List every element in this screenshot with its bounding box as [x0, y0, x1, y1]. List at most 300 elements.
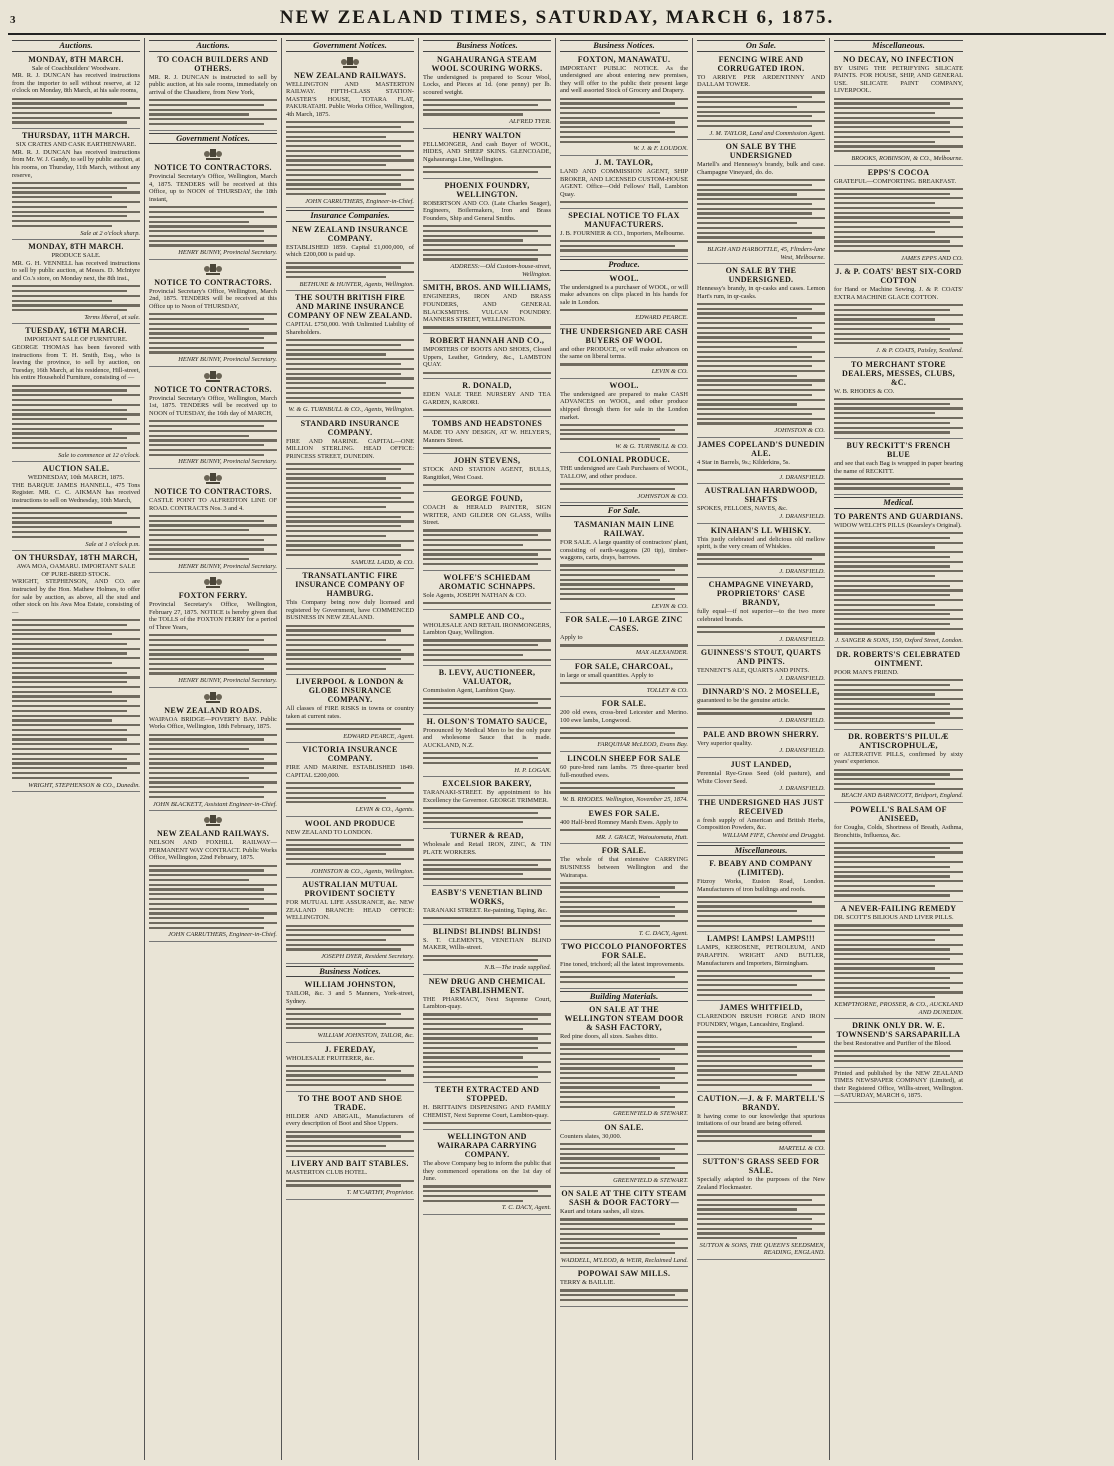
- ad-signature: JOSEPH DYER, Resident Secretary.: [321, 953, 414, 961]
- text-line: [697, 327, 812, 329]
- advertisement: [149, 690, 277, 811]
- ad-title: J. M. TAYLOR,: [594, 157, 654, 167]
- text-line: [149, 869, 264, 871]
- text-line: [149, 908, 249, 910]
- ad-signature: JOHNSTON & CO.: [774, 427, 825, 435]
- columns: [8, 38, 1106, 1460]
- text-line: [834, 532, 963, 534]
- text-line: [834, 967, 935, 969]
- text-line: [697, 994, 812, 996]
- text-line: [560, 98, 688, 100]
- text-line: [560, 1238, 688, 1240]
- ad-title: MONDAY, 8TH MARCH.: [28, 54, 124, 64]
- text-line: [12, 777, 112, 779]
- text-line: [12, 102, 127, 104]
- column-2: [145, 38, 282, 1460]
- ad-title: JOHN STEVENS,: [453, 456, 521, 466]
- advertisement: [149, 471, 277, 573]
- advertisement: [286, 745, 414, 816]
- text-line: [834, 632, 935, 634]
- ad-signature: WILLIAM JOHNSTON, TAILOR, &c.: [317, 1032, 414, 1040]
- advertisement: [834, 441, 963, 495]
- ad-body: POOR MAN'S FRIEND.: [834, 668, 899, 676]
- text-line: [560, 682, 688, 684]
- text-line: [423, 235, 551, 237]
- text-line: [560, 1058, 660, 1060]
- text-line: [697, 970, 825, 972]
- ad-signature: J. M. TAYLOR, Land and Commission Agent.: [709, 129, 825, 137]
- page-number: 3: [10, 14, 16, 26]
- text-line: [286, 159, 414, 161]
- ad-body: BY USING THE PETRIFYING SILICATE PAINTS. FOR HOUSE, SHIP, AND GENERAL USE. SILICATE PAINT COMPANY, LIVERPOOL.: [834, 64, 963, 95]
- text-line: [834, 197, 963, 199]
- text-line: [12, 220, 140, 222]
- text-line: [12, 521, 112, 523]
- text-line: [560, 429, 675, 431]
- section-heading: Business Notices.: [286, 966, 414, 978]
- ad-signature: BLIGH AND HARBOTTLE, 45, Flinders-lane West, Melbourne.: [707, 245, 825, 261]
- ad-signature: J. DRANSFIELD.: [779, 512, 825, 520]
- ad-title: PHOENIX FOUNDRY, WELLINGTON.: [444, 180, 530, 199]
- ad-title: J. & P. COATS' BEST SIX-CORD COTTON: [835, 267, 962, 286]
- text-line: [286, 1145, 386, 1147]
- ad-body: COACH & HERALD PAINTER, SIGN WRITER, AND GILDER ON GLASS, Willis Street.: [423, 504, 551, 527]
- text-line: [423, 1066, 538, 1068]
- text-line: [12, 629, 140, 631]
- section-heading: Miscellaneous.: [697, 845, 825, 857]
- text-line: [834, 589, 963, 591]
- ad-title: NO DECAY, NO INFECTION: [843, 54, 954, 64]
- ad-signature: HENRY BUNNY, Provincial Secretary.: [178, 677, 277, 685]
- text-line: [834, 398, 963, 400]
- ad-signature: JOHNSTON & CO., Agents, Wellington.: [310, 867, 414, 875]
- ad-signature: MARTELL & CO.: [778, 1144, 825, 1152]
- text-line: [423, 258, 538, 260]
- ad-title: ON SALE.: [604, 1122, 644, 1132]
- text-line: [697, 346, 797, 348]
- ad-signature: HENRY BUNNY, Provincial Secretary.: [178, 562, 277, 570]
- text-line: [834, 972, 963, 974]
- text-line: [286, 358, 414, 360]
- ad-signature: BROOKS, ROBINSON, & CO., Melbourne.: [851, 154, 963, 162]
- text-line: [560, 971, 688, 973]
- text-line: [286, 477, 386, 479]
- ad-body: FIRE AND MARINE. CAPITAL—ONE MILLION STERLING. HEAD OFFICE: PRINCESS STREET, DUNEDIN.: [286, 437, 414, 460]
- ad-signature: MR. J. GRACE, Waiouiomata, Hutt.: [595, 833, 688, 841]
- text-line: [697, 351, 825, 353]
- ad-body: the best Restorative and Purifier of the Blood.: [834, 1040, 952, 1048]
- text-line: [697, 312, 825, 314]
- ad-body: fully equal—if not superior—to the two more celebrated brands.: [697, 608, 825, 623]
- ad-title: EASBY'S VENETIAN BLIND WORKS,: [431, 887, 543, 906]
- text-line: [286, 155, 401, 157]
- advertisement: [12, 55, 140, 130]
- ad-title: GUINNESS'S STOUT, QUARTS AND PINTS.: [700, 648, 822, 667]
- text-line: [697, 915, 825, 917]
- text-line: [560, 727, 688, 729]
- advertisement: [834, 650, 963, 730]
- text-line: [286, 1074, 414, 1076]
- text-line: [423, 757, 538, 759]
- text-line: [286, 387, 414, 389]
- ad-title: FOR SALE.—10 LARGE ZINC CASES.: [565, 615, 683, 634]
- text-line: [834, 722, 935, 724]
- text-line: [697, 1050, 825, 1052]
- text-line: [560, 976, 675, 978]
- ad-body: NEW ZEALAND TO LONDON.: [286, 828, 373, 836]
- text-line: [12, 662, 112, 664]
- text-line: [149, 449, 277, 451]
- ad-body: DR. SCOTT'S BILIOUS AND LIVER PILLS.: [834, 914, 954, 922]
- text-line: [697, 222, 797, 224]
- text-line: [423, 171, 538, 173]
- text-line: [12, 758, 127, 760]
- ad-body: Specially adapted to the purposes of the New Zealand Flockmaster.: [697, 1176, 825, 1191]
- advertisement: [697, 486, 825, 523]
- advertisement: [697, 798, 825, 843]
- advertisement: [697, 580, 825, 646]
- text-line: [149, 796, 264, 798]
- ad-body: Fine toned, trichord; all the latest improvements.: [560, 961, 685, 969]
- text-line: [697, 563, 825, 565]
- advertisement: [560, 55, 688, 156]
- text-line: [149, 323, 277, 325]
- ad-signature: T. M'CARTHY, Proprietor.: [346, 1189, 414, 1197]
- text-line: [423, 534, 538, 536]
- text-line: [834, 487, 963, 489]
- text-line: [149, 318, 264, 320]
- text-line: [423, 254, 551, 256]
- ad-title: NEW ZEALAND RAILWAYS.: [293, 70, 407, 80]
- text-line: [834, 703, 950, 705]
- ad-signature: SAMUEL LADD, & CO.: [351, 558, 414, 566]
- text-line: [834, 717, 963, 719]
- text-line: [560, 245, 675, 247]
- text-line: [560, 363, 688, 365]
- text-line: [697, 394, 812, 396]
- text-line: [12, 112, 112, 114]
- advertisement: [697, 142, 825, 264]
- ad-signature: TOLLEY & CO.: [646, 686, 688, 694]
- text-line: [149, 347, 264, 349]
- text-line: [697, 1208, 797, 1210]
- text-line: [149, 235, 277, 237]
- text-line: [834, 556, 950, 558]
- text-line: [149, 534, 277, 536]
- text-line: [697, 322, 825, 324]
- text-line: [560, 915, 675, 917]
- text-line: [834, 126, 963, 128]
- advertisement: [286, 980, 414, 1042]
- text-line: [286, 131, 414, 133]
- text-line: [560, 1157, 660, 1159]
- text-line: [423, 868, 551, 870]
- text-line: [12, 724, 140, 726]
- advertisement: [560, 846, 688, 940]
- text-line: [697, 1140, 825, 1142]
- text-line: [12, 295, 140, 297]
- text-line: [697, 1237, 797, 1239]
- ad-body: and other PRODUCE, or will make advances on the same on liberal terms.: [560, 345, 688, 361]
- text-line: [697, 91, 825, 93]
- text-line: [423, 563, 538, 565]
- ad-body: MR. R. J. DUNCAN has received instructions from Mr. W. J. Gandy, to sell by public auction, at his rooms, on Thursday, 11th March, without any reserve,: [12, 148, 140, 179]
- text-line: [834, 851, 963, 853]
- text-line: [286, 339, 414, 341]
- ad-title: JAMES COPELAND'S DUNEDIN ALE.: [697, 439, 825, 458]
- ad-signature: Sale to commence at 12 o'clock.: [58, 451, 140, 459]
- text-line: [12, 437, 127, 439]
- text-line: [423, 649, 551, 651]
- section-heading: Building Materials.: [560, 991, 688, 1003]
- text-line: [834, 478, 963, 480]
- text-line: [12, 191, 140, 193]
- ad-title: THE SOUTH BRITISH FIRE AND MARINE INSURANCE COMPANY OF NEW ZEALAND.: [287, 293, 413, 321]
- text-line: [149, 898, 264, 900]
- text-line: [12, 633, 112, 635]
- text-line: [834, 618, 963, 620]
- text-line: [423, 409, 551, 411]
- ad-body: MR. R. J. DUNCAN is instructed to sell by public auction, at his sale rooms, immediately on arrival of the Chaudiere, from New York,: [149, 73, 277, 96]
- ad-title: PALE AND BROWN SHERRY.: [703, 729, 819, 739]
- text-line: [149, 529, 249, 531]
- text-line: [149, 649, 249, 651]
- text-line: [834, 991, 963, 993]
- ad-title: CHAMPAGNE VINEYARD, PROPRIETORS' CASE BRANDY,: [708, 580, 814, 608]
- text-line: [12, 404, 140, 406]
- text-line: [286, 121, 414, 123]
- ad-title: VICTORIA INSURANCE COMPANY.: [302, 745, 398, 764]
- text-line: [697, 193, 797, 195]
- ad-title: GEORGE FOUND,: [451, 494, 523, 504]
- text-line: [560, 1167, 675, 1169]
- ad-signature: J. SANGER & SONS, 150, Oxford Street, London.: [835, 637, 963, 645]
- advertisement: [697, 859, 825, 932]
- text-line: [12, 225, 112, 227]
- text-line: [149, 439, 277, 441]
- text-line: [423, 1122, 551, 1124]
- ad-title: TRANSATLANTIC FIRE INSURANCE COMPANY OF HAMBURG.: [295, 571, 405, 599]
- text-line: [149, 244, 277, 246]
- ad-title: ON SALE AT THE CITY STEAM SASH & DOOR FACTORY—: [561, 1189, 687, 1208]
- advertisement: [286, 1159, 414, 1199]
- text-line: [286, 136, 386, 138]
- ad-title: DINNARD'S NO. 2 MOSELLE,: [702, 687, 820, 697]
- ad-title: DR. ROBERTS'S PILULÆ ANTISCROPHULÆ,: [848, 731, 949, 750]
- text-line: [834, 628, 963, 630]
- text-line: [560, 121, 675, 123]
- ad-title: EWES FOR SALE.: [588, 808, 660, 818]
- text-line: [12, 399, 112, 401]
- text-line: [149, 743, 277, 745]
- text-line: [560, 488, 675, 490]
- ad-title: LIVERY AND BAIT STABLES.: [291, 1159, 409, 1169]
- ad-title: THE UNDERSIGNED HAS JUST RECEIVED: [698, 797, 824, 816]
- advertisement: [423, 668, 551, 715]
- text-line: [149, 109, 277, 111]
- text-line: [834, 698, 963, 700]
- advertisement: [286, 419, 414, 570]
- text-line: [286, 349, 414, 351]
- text-line: [286, 363, 401, 365]
- text-line: [697, 96, 812, 98]
- text-line: [423, 1056, 523, 1058]
- text-line: [560, 1294, 675, 1296]
- text-line: [560, 882, 688, 884]
- ad-subtitle: Sale of Coachbuilders' Woodware.: [31, 64, 121, 72]
- ad-body: TARANAKI-STREET. By appointment to his Excellency the Governor. GEORGE TRIMMER.: [423, 789, 551, 804]
- ad-signature: J. DRANSFIELD.: [779, 567, 825, 575]
- ad-body: IMPORTERS OF BOOTS AND SHOES, Closed Uppers, Leather, Grindery, &c., LAMBTON QUAY.: [423, 346, 551, 369]
- text-line: [834, 783, 935, 785]
- text-line: [834, 403, 950, 405]
- advertisement: [286, 819, 414, 878]
- text-line: [560, 1247, 688, 1249]
- ad-title: TOMBS AND HEADSTONES: [431, 418, 543, 428]
- ad-signature: J. DRANSFIELD.: [779, 635, 825, 643]
- advertisement: [697, 760, 825, 796]
- text-line: [834, 987, 950, 989]
- advertisement: [423, 1132, 551, 1215]
- ad-signature: LEVIN & CO.: [651, 602, 688, 610]
- ad-body: IMPORTANT PUBLIC NOTICE. As the undersigned are about entering new premises, they will offer to the public their present large and well assorted Stock of Grocery and Drapery.: [560, 64, 688, 95]
- text-line: [560, 574, 688, 576]
- advertisement: [423, 779, 551, 829]
- text-line: [697, 979, 825, 981]
- text-line: [149, 240, 264, 242]
- ad-body: The whole of that extensive CARRYING BUSINESS between Wellington and the Wairarapa.: [560, 856, 688, 879]
- ad-signature: Terms liberal, at sale.: [84, 313, 140, 321]
- ad-signature: W. & G. TURNBULL & CO., Agents, Wellington.: [288, 406, 414, 414]
- text-line: [286, 787, 401, 789]
- text-line: [697, 356, 812, 358]
- text-line: [149, 658, 264, 660]
- text-line: [423, 1028, 523, 1030]
- text-line: [149, 211, 264, 213]
- text-line: [834, 112, 935, 114]
- text-line: [697, 227, 825, 229]
- text-line: [697, 179, 825, 181]
- ad-body: Printed and published by the NEW ZEALAND TIMES NEWSPAPER COMPANY (Limited), at their Registered Office, Willis-street, Wellington.—SATURDAY, MARCH 6, 1875.: [834, 1069, 963, 1100]
- ad-title: NOTICE TO CONTRACTORS.: [154, 163, 272, 173]
- text-line: [149, 230, 264, 232]
- text-line: [12, 512, 127, 514]
- text-line: [286, 1180, 414, 1182]
- text-line: [12, 409, 127, 411]
- text-line: [286, 782, 414, 784]
- text-line: [12, 762, 140, 764]
- text-line: [12, 117, 140, 119]
- advertisement: [834, 55, 963, 166]
- text-line: [286, 164, 386, 166]
- text-line: [697, 399, 825, 401]
- ad-title: FOXTON FERRY.: [178, 591, 248, 601]
- text-line: [560, 1289, 688, 1291]
- text-line: [149, 888, 264, 890]
- advertisement: [560, 1123, 688, 1187]
- text-line: [697, 910, 797, 912]
- text-line: [560, 579, 660, 581]
- ad-subtitle: AWA MOA, OAMARU. IMPORTANT SALE OF PURE-BRED STOCK.: [16, 563, 136, 578]
- ad-title: LAMPS! LAMPS! LAMPS!!!: [707, 934, 815, 944]
- text-line: [149, 332, 277, 334]
- text-line: [423, 372, 551, 374]
- text-line: [423, 752, 551, 754]
- text-line: [697, 905, 825, 907]
- text-line: [560, 112, 660, 114]
- text-line: [834, 431, 950, 433]
- ad-body: MR. R. J. DUNCAN has received instructions from the importer to sell without reserve, at 12 o'clock on Monday, 8th March, at his sale rooms,: [12, 72, 140, 95]
- text-line: [12, 619, 140, 621]
- text-line: [286, 179, 414, 181]
- text-line: [697, 232, 812, 234]
- text-line: [423, 1200, 523, 1202]
- text-line: [834, 551, 963, 553]
- text-line: [12, 729, 127, 731]
- text-line: [697, 1199, 812, 1201]
- text-line: [12, 290, 127, 292]
- text-line: [423, 1023, 551, 1025]
- text-line: [560, 1228, 688, 1230]
- text-line: [697, 379, 825, 381]
- text-line: [149, 520, 264, 522]
- advertisement: [697, 730, 825, 758]
- text-line: [286, 497, 401, 499]
- text-line: [286, 1135, 401, 1137]
- text-line: [834, 847, 950, 849]
- advertisement: [834, 512, 963, 648]
- text-line: [697, 375, 797, 377]
- text-line: [560, 981, 688, 983]
- ad-title: NGAHAURANGA STEAM WOOL SCOURING WORKS.: [431, 54, 543, 73]
- text-line: [149, 206, 277, 208]
- text-line: [697, 1031, 825, 1033]
- text-line: [834, 98, 963, 100]
- text-line: [12, 121, 127, 123]
- ad-body: Apply to: [560, 634, 583, 642]
- text-line: [560, 1153, 688, 1155]
- advertisement: [697, 687, 825, 727]
- ad-body: NELSON AND FOXHILL RAILWAY—PERMANENT WAY CONTRACT. Public Works Office, Wellington, 22nd February, 1875.: [149, 839, 277, 862]
- text-line: [560, 126, 688, 128]
- text-line: [423, 104, 538, 106]
- text-line: [149, 772, 277, 774]
- ad-body: Fitzroy Works, Euston Road, London. Manufacturers of iron buildings and roofs.: [697, 878, 825, 893]
- text-line: [423, 539, 551, 541]
- text-line: [697, 1194, 825, 1196]
- text-line: [834, 1060, 963, 1062]
- text-line: [286, 530, 414, 532]
- text-line: [149, 893, 277, 895]
- text-line: [697, 1055, 812, 1057]
- text-line: [12, 428, 112, 430]
- ad-title: EXCELSIOR BAKERY,: [442, 779, 532, 789]
- advertisement: [560, 699, 688, 752]
- text-line: [12, 285, 140, 287]
- text-line: [560, 1101, 688, 1103]
- text-line: [697, 469, 825, 471]
- ad-title: A NEVER-FAILING REMEDY: [840, 904, 957, 914]
- text-line: [697, 1228, 812, 1230]
- text-line: [834, 231, 935, 233]
- text-line: [560, 737, 688, 739]
- advertisement: [697, 648, 825, 685]
- text-line: [286, 525, 401, 527]
- ad-signature: J. DRANSFIELD.: [779, 785, 825, 793]
- ad-signature: GREENFIELD & STEWART.: [613, 1110, 688, 1118]
- ad-title: ON THURSDAY, 18TH MARCH,: [14, 553, 138, 563]
- text-line: [697, 370, 825, 372]
